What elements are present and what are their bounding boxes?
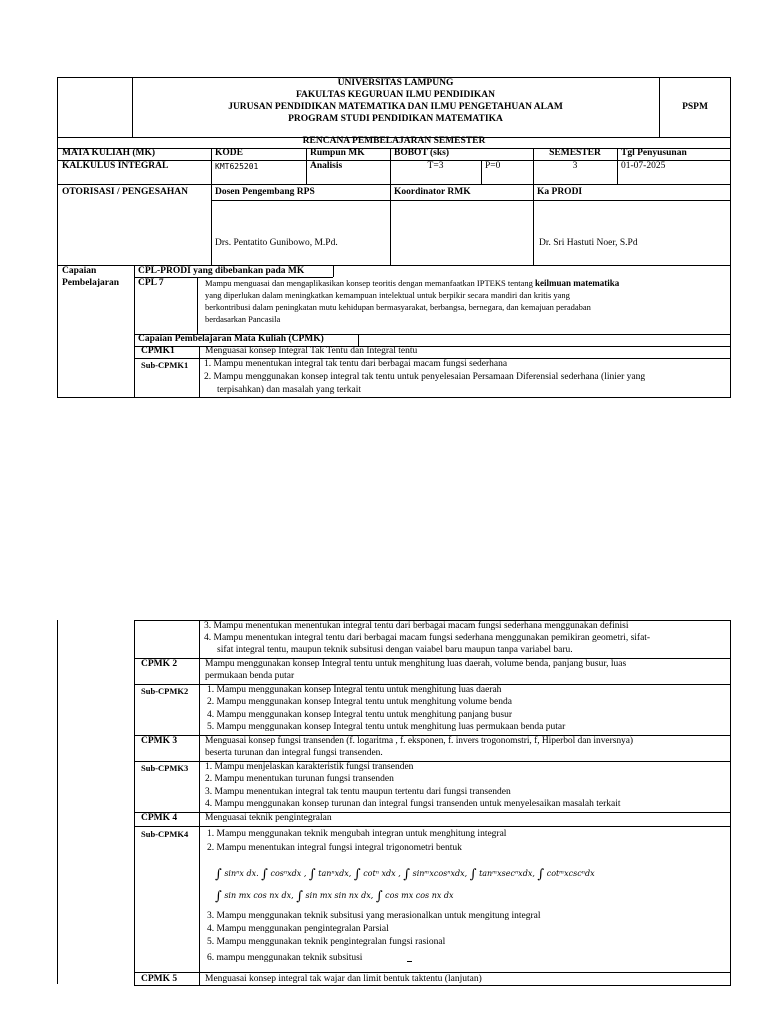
integral-formulas-row-1 [215, 867, 595, 883]
sub-cpmk2-label: Sub-CPMK2 [141, 686, 189, 696]
cpl7-text-line3: berkontribusi dalam peningkatan mutu kehidupan bermasyarakat, berbangsa, bernegara, dan kemajuan peradaban [205, 302, 591, 312]
sub-cpmk3-item: 4. Mampu menggunakan konsep turunan dan integral fungsi transenden untuk menyelesaikan masalah terkait [205, 799, 621, 809]
integral-term: sin mx sin nx dx, [305, 891, 374, 900]
sub-cpmk2-item: 2. Mampu menggunakan konsep Integral tentu untuk menghitung volume benda [207, 697, 512, 707]
capaian-divider [134, 265, 135, 398]
cpmk1-text: Menguasai konsep Integral Tak Tentu dan Integral tentu [205, 346, 418, 356]
sub-cpmk1-label: Sub-CPMK1 [141, 360, 189, 370]
integral-term: cosⁿxdx , [270, 869, 307, 878]
program-code: PSPM [682, 102, 708, 112]
page2-left-margin-line [57, 620, 58, 984]
sub-cpmk1-item: 2. Mampu menggunakan konsep integral tak tentu untuk penyelesaian Persamaan Diferensial sederhana (linier yang [204, 372, 646, 382]
cpmk3-label: CPMK 3 [141, 736, 178, 746]
sub-cpmk1-item: sifat integral tentu, maupun teknik subsitusi dengan vaiabel baru maupun tanpa variabel baru. [217, 645, 573, 655]
integral-sign-icon: ∫ [261, 867, 268, 882]
sub-cpmk2-item: 1. Mampu menggunakan konsep Integral tentu untuk menghitung luas daerah [207, 685, 502, 695]
faculty-name: FAKULTAS KEGURUAN ILMU PENDIDIKAN [295, 90, 496, 100]
col-divider [533, 184, 534, 266]
integral-sign-icon: ∫ [353, 867, 361, 882]
kaprodi-label: Ka PRODI [537, 187, 583, 197]
cpl7-text-line2: yang diperlukan dalam meningkatkan kemampuan intelektual untuk berpikir secara mandiri dan kritis yang [205, 290, 570, 300]
rps-title: RENCANA PEMBELAJARAN SEMESTER [302, 136, 486, 146]
integral-term: tanᵐxsecⁿxdx, [479, 869, 535, 878]
authorization-label: OTORISASI / PENGESAHAN [62, 187, 188, 197]
capaian-divider [197, 277, 198, 334]
integral-term: cotᵐxcscⁿdx [546, 869, 595, 878]
cpmk3-text: beserta turunan dan integral fungsi transenden. [205, 748, 383, 758]
cpl7-label: CPL 7 [138, 278, 164, 288]
header-mata-kuliah: MATA KULIAH (MK) [62, 148, 156, 158]
integral-term: sin mx cos nx dx, [224, 891, 294, 900]
integral-sign-icon: ∫ [537, 867, 545, 882]
integral-sign-icon: ∫ [375, 889, 383, 904]
integral-sign-icon: ∫ [215, 867, 222, 882]
row-divider [134, 826, 731, 827]
cpmk1-label: CPMK1 [141, 346, 175, 356]
course-name: KALKULUS INTEGRAL [62, 161, 169, 171]
cpmk5-text: Menguasai konsep integral tak wajar dan limit bentuk taktentu (lanjutan) [205, 974, 482, 984]
sub-cpmk1-item: 4. Mampu menentukan integral tentu dari berbagai macam fungsi sederhana menggunakan pemikiran geometri, sifat- [204, 633, 651, 643]
course-rumpun: Analisis [310, 161, 343, 171]
sub-cpmk4-item: 4. Mampu menggunakan pengintegralan Parsial [207, 924, 389, 934]
row-divider [134, 972, 731, 973]
sub-cpmk3-item: 1. Mampu menjelaskan karakteristik fungsi transenden [205, 762, 414, 772]
page2-col-divider [199, 620, 200, 986]
sub-cpmk3-item: 3. Mampu menentukan integral tak tentu maupun tertentu dari fungsi transenden [205, 787, 511, 797]
capaian-divider [199, 346, 200, 398]
integral-term: cotⁿ xdx , [363, 869, 401, 878]
header-semester: SEMESTER [549, 148, 601, 158]
sub-cpmk1-item: terpisahkan) dan masalah yang terkait [217, 385, 362, 395]
cpmk4-text: Menguasai teknik pengintegralan [205, 813, 332, 823]
cpl-header: CPL-PRODI yang dibebankan pada MK [138, 266, 305, 276]
koordinator-label: Koordinator RMK [394, 187, 471, 197]
capaian-label-1: Capaian [62, 266, 97, 276]
capaian-divider [333, 265, 334, 277]
university-name: UNIVERSITAS LAMPUNG [337, 78, 454, 88]
auth-divider [211, 200, 731, 201]
integral-sign-icon: ∫ [469, 867, 477, 882]
dosen-label: Dosen Pengembang RPS [215, 187, 315, 197]
dash-mark [407, 961, 412, 962]
sub-cpmk3-label: Sub-CPMK3 [141, 763, 189, 773]
sub-cpmk4-item: 2. Mampu menentukan integral fungsi integral trigonometri bentuk [207, 843, 462, 853]
cpmk5-label: CPMK 5 [141, 974, 178, 984]
cpl7-text-line1: Mampu menguasai dan mengaplikasikan konsep teoritis dengan memanfaatkan IPTEKS tentang keilmuan matematika [205, 278, 620, 288]
header-bobot: BOBOT (sks) [394, 148, 449, 158]
cpmk2-text: Mampu menggunakan konsep Integral tentu untuk menghitung luas daerah, volume benda, panjang busur, luas [205, 659, 627, 669]
sub-cpmk1-item: 3. Mampu menentukan menentukan integral tentu dari berbagai macam fungsi sederhana menggunakan definisi [204, 621, 629, 631]
sub-cpmk2-item: 4. Mampu menggunakan konsep Integral tentu untuk menghitung panjang busur [207, 710, 512, 720]
col-divider [211, 148, 212, 185]
sub-cpmk4-label: Sub-CPMK4 [141, 829, 189, 839]
integral-sign-icon: ∫ [403, 867, 411, 882]
course-code: KMT625201 [215, 162, 259, 171]
cpmk3-text: Menguasai konsep fungsi transenden (f. logaritma , f. eksponen, f. invers trogonomstri, f, Hiperbol dan inversnya) [205, 736, 634, 746]
sub-cpmk1-item: 1. Mampu menentukan integral tak tentu dari berbagai macam fungsi sederhana [204, 359, 508, 369]
integral-term: tanⁿxdx, [318, 869, 352, 878]
integral-sign-icon: ∫ [296, 889, 303, 904]
header-tgl: Tgl Penyusunan [621, 148, 687, 158]
semester-value: 3 [572, 161, 578, 171]
header-kode: KODE [215, 148, 243, 158]
cpmk2-text: permukaan benda putar [205, 671, 295, 681]
sub-cpmk4-item: 3. Mampu menggunakan teknik subsitusi yang merasionalkan untuk mengitung integral [207, 911, 541, 921]
capaian-divider [358, 334, 359, 346]
integral-sign-icon: ∫ [215, 889, 222, 904]
cpmk-header: Capaian Pembelajaran Mata Kuliah (CPMK) [138, 334, 324, 344]
sub-cpmk4-item: 1. Mampu menggunakan teknik mengubah integran untuk menghitung integral [207, 829, 507, 839]
bobot-t: T=3 [427, 161, 444, 171]
col-divider [211, 184, 212, 266]
integral-term: cos mx cos nx dx [385, 891, 454, 900]
capaian-label-2: Pembelajaran [62, 278, 119, 288]
bobot-p: P=0 [485, 161, 501, 171]
sub-cpmk2-item: 5. Mampu menggunakan konsep Integral tentu untuk menghitung luas permukaan benda putar [207, 722, 566, 732]
dosen-name: Drs. Pentatito Gunibowo, M.Pd. [215, 238, 338, 248]
program-name: PROGRAM STUDI PENDIDIKAN MATEMATIKA [288, 114, 503, 124]
col-divider [617, 148, 618, 185]
header-rumpun: Rumpun MK [310, 148, 365, 158]
integral-sign-icon: ∫ [308, 867, 316, 882]
department-name: JURUSAN PENDIDIKAN MATEMATIKA DAN ILMU PENGETAHUAN ALAM [228, 102, 563, 112]
date-value: 01-07-2025 [621, 161, 666, 171]
kaprodi-name: Dr. Sri Hastuti Noer, S.Pd [539, 238, 638, 248]
integral-term: sinᵐxcosⁿxdx, [412, 869, 468, 878]
cpl7-text-line4: berdasarkan Pancasila [205, 314, 281, 324]
sub-cpmk3-item: 2. Mampu menentukan turunan fungsi transenden [205, 774, 394, 784]
integral-term: sinⁿx dx. [224, 869, 259, 878]
cpmk4-label: CPMK 4 [141, 813, 178, 823]
col-divider [481, 160, 482, 185]
col-divider [306, 148, 307, 185]
sub-cpmk4-item: 6. mampu menggunakan teknik subsitusi [207, 953, 363, 963]
cpmk2-label: CPMK 2 [141, 659, 178, 669]
integral-formulas-row-2 [215, 889, 454, 905]
sub-cpmk4-item: 5. Mampu menggunakan teknik pengintegralan fungsi rasional [207, 937, 446, 947]
col-divider [390, 184, 391, 266]
